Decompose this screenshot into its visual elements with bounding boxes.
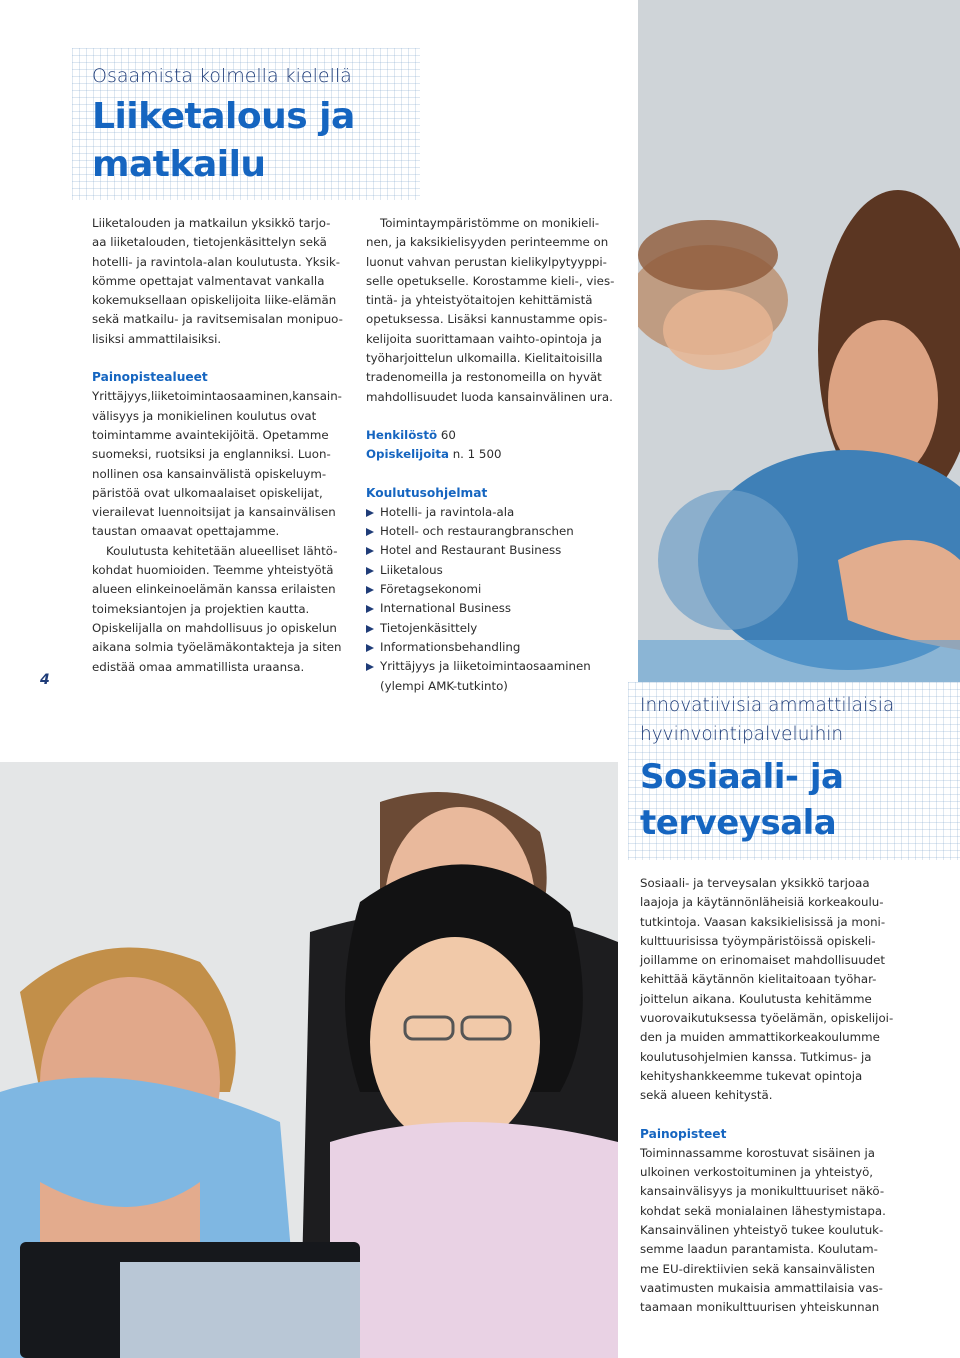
- text-line: ulkoinen verkostoituminen ja yhteistyö,: [640, 1165, 874, 1180]
- text-line: Liiketalouden ja matkailun yksikkö tarjo-: [92, 216, 331, 230]
- text-line: joillamme on erinomaiset mahdollisuudet: [640, 953, 886, 968]
- program-item: [366, 561, 628, 580]
- text-line: tutkintoja. Vaasan kaksikielisissä ja moni-: [640, 914, 886, 929]
- text-line: toimintamme avaintekijöitä. Opetamme: [92, 427, 329, 442]
- bullet-arrow-icon: [366, 663, 374, 671]
- text-line: toimeksiantojen ja projektien kautta.: [92, 601, 310, 616]
- section1-focus-text2: [92, 542, 352, 677]
- section1-focus-text: [92, 387, 352, 541]
- text-line: luonut vahvan perustan kielikylpytyyppi-: [366, 254, 607, 269]
- text-line: kokemuksellaan opiskelijoita liike-elämän: [92, 293, 337, 308]
- program-label: Liiketalous: [380, 562, 443, 577]
- text-line: Toiminnassamme korostuvat sisäinen ja: [640, 1145, 875, 1160]
- text-line: Sosiaali- ja terveysalan yksikkö tarjoaa: [640, 876, 870, 890]
- section2-column: [640, 874, 952, 1318]
- students-stat: [366, 445, 628, 464]
- program-label-continued: (ylempi AMK-tutkinto): [380, 678, 508, 693]
- text-line: kehityshankkeemme tukevat opintoja: [640, 1068, 863, 1083]
- text-line: kelijoita suorittamaan vaihto-opintoja ja: [366, 331, 602, 346]
- section2-kicker-line1: Innovatiivisia ammattilaisia: [640, 695, 895, 716]
- text-line: Kansainvälinen yhteistyö tukee koulutuk-: [640, 1223, 884, 1238]
- programs-list: [366, 503, 628, 696]
- section1-environment-text: [366, 214, 628, 407]
- bullet-arrow-icon: [366, 547, 374, 555]
- text-line: kansainvälisyys ja monikulttuuriset näkö-: [640, 1184, 885, 1199]
- text-line: tintä- ja yhteistyötaitojen kehittämistä: [366, 293, 593, 308]
- bullet-arrow-icon: [366, 528, 374, 536]
- text-line: selle opetukselle. Korostamme kieli-, vies-: [366, 273, 615, 288]
- program-label: Företagsekonomi: [380, 582, 482, 597]
- text-line: tradenomeilla ja restonomeilla on hyvät: [366, 370, 602, 385]
- staff-stat: [366, 426, 628, 445]
- section1-title-line2: matkailu: [92, 144, 266, 185]
- bullet-arrow-icon: [366, 644, 374, 652]
- text-line: suomeksi, ruotsiksi ja englanniksi. Luon-: [92, 447, 331, 462]
- text-line: sekä alueen kehitystä.: [640, 1088, 773, 1103]
- program-item: [366, 580, 628, 599]
- program-label: International Business: [380, 601, 512, 616]
- section2-title-line1: Sosiaali- ja: [640, 757, 844, 797]
- bullet-arrow-icon: [366, 567, 374, 575]
- text-line: aikana solmia työelämäkontakteja ja siten: [92, 640, 342, 655]
- section2-kicker-line2: hyvinvointipalveluihin: [640, 724, 844, 745]
- program-item: [366, 522, 628, 541]
- program-item: [366, 619, 628, 638]
- text-line: taamaan monikulttuurisen yhteiskunnan: [640, 1300, 880, 1315]
- text-line: Koulutusta kehitetään alueelliset lähtö-: [106, 543, 338, 558]
- text-line: edistää omaa ammatillista uraansa.: [92, 659, 305, 674]
- text-line: alueen elinkeinoelämän kanssa erilaisten: [92, 582, 336, 597]
- program-label: Hotelli- ja ravintola-ala: [380, 504, 515, 519]
- students-value: n. 1 500: [452, 447, 502, 462]
- program-label: Hotel and Restaurant Business: [380, 543, 562, 558]
- text-line: joittelun aikana. Koulutusta kehitämme: [640, 991, 872, 1006]
- program-item: [366, 541, 628, 560]
- text-line: nen, ja kaksikielisyyden perinteemme on: [366, 235, 609, 250]
- students-label: Opiskelijoita: [366, 447, 449, 462]
- page-number: 4: [40, 672, 50, 688]
- text-line: mahdollisuudet luoda kansainvälinen ura.: [366, 389, 613, 404]
- section1-right-column: [366, 214, 628, 696]
- section1-kicker: Osaamista kolmella kielellä: [92, 65, 352, 87]
- text-line: kömme opettajat valmentavat vankalla: [92, 273, 325, 288]
- text-line: koulutusohjelmien kanssa. Tutkimus- ja: [640, 1049, 872, 1064]
- text-line: Opiskelijalla on mahdollisuus jo opiskelun: [92, 620, 337, 635]
- section1-focus-heading: Painopistealueet: [92, 370, 208, 385]
- text-line: den ja muiden ammattikorkeakoulumme: [640, 1030, 880, 1045]
- students-photo-shapes: [638, 0, 960, 690]
- section1-header-box: [72, 48, 420, 200]
- section1-intro: [92, 214, 352, 349]
- students-photo-top: [638, 0, 960, 690]
- section2-header-box: [628, 682, 960, 860]
- text-line: me EU-direktiivien sekä kansainvälisten: [640, 1261, 875, 1276]
- text-line: päristöä ovat ulkomaalaiset opiskelijat,: [92, 485, 323, 500]
- program-item: [366, 599, 628, 618]
- section1-left-column: [92, 214, 352, 677]
- bullet-arrow-icon: [366, 605, 374, 613]
- text-line: vuorovaikutuksessa työelämän, opiskelijoi-: [640, 1011, 894, 1026]
- computer-class-shapes: [0, 762, 618, 1358]
- text-line: kulttuurisissa työympäristöissä opiskeli-: [640, 933, 876, 948]
- text-line: taustan omaavat opettajamme.: [92, 524, 280, 539]
- text-line: sekä matkailu- ja ravitsemisalan monipuo-: [92, 312, 343, 327]
- text-line: lisiksi ammattilaisiksi.: [92, 331, 222, 346]
- staff-label: Henkilöstö: [366, 427, 438, 442]
- program-label: Informationsbehandling: [380, 639, 521, 654]
- program-label: Yrittäjyys ja liiketoimintaosaaminen: [380, 659, 591, 674]
- bullet-arrow-icon: [366, 625, 374, 633]
- section2-focus-heading: Painopisteet: [640, 1126, 727, 1141]
- program-item: [366, 657, 628, 696]
- text-line: opetuksessa. Lisäksi kannustamme opis-: [366, 312, 608, 327]
- text-line: kohdat sekä monialainen lähestymistapa.: [640, 1203, 886, 1218]
- text-line: vierailevat luennoitsijat ja kansainvälisen: [92, 505, 336, 520]
- section2-title-line2: terveysala: [640, 803, 837, 843]
- bullet-arrow-icon: [366, 509, 374, 517]
- computer-class-photo: [0, 762, 618, 1358]
- program-label: Tietojenkäsittely: [380, 620, 478, 635]
- text-line: vaatimusten mukaisia ammattilaisia vas-: [640, 1280, 883, 1295]
- text-line: nollinen osa kansainvälistä opiskeluym-: [92, 466, 327, 481]
- text-line: laajoja ja käytännönläheisiä korkeakoulu-: [640, 895, 884, 910]
- text-line: Yrittäjyys,liiketoimintaosaaminen,kansain-: [92, 389, 342, 404]
- text-line: kohdat huomioiden. Teemme yhteistyötä: [92, 563, 334, 578]
- text-line: hotelli- ja ravintola-alan koulutusta. Yksik-: [92, 254, 341, 269]
- text-line: Toimintaympäristömme on monikieli-: [380, 216, 600, 230]
- section2-intro: [640, 874, 952, 1106]
- text-line: työharjoittelun ulkomailla. Kielitaitoisilla: [366, 351, 603, 366]
- text-line: kehittää käytännön kielitaitoaan työhar-: [640, 972, 877, 987]
- bullet-arrow-icon: [366, 586, 374, 594]
- text-line: aa liiketalouden, tietojenkäsittelyn sekä: [92, 235, 327, 250]
- section2-focus-text: [640, 1144, 952, 1318]
- program-label: Hotell- och restaurangbranschen: [380, 524, 574, 539]
- program-item: [366, 503, 628, 522]
- program-item: [366, 638, 628, 657]
- staff-value: 60: [440, 427, 456, 442]
- section1-title-line1: Liiketalous ja: [92, 96, 355, 137]
- text-line: välisyys ja monikielinen koulutus ovat: [92, 408, 317, 423]
- text-line: semme laadun parantamista. Koulutam-: [640, 1242, 878, 1257]
- programs-heading: Koulutusohjelmat: [366, 485, 488, 500]
